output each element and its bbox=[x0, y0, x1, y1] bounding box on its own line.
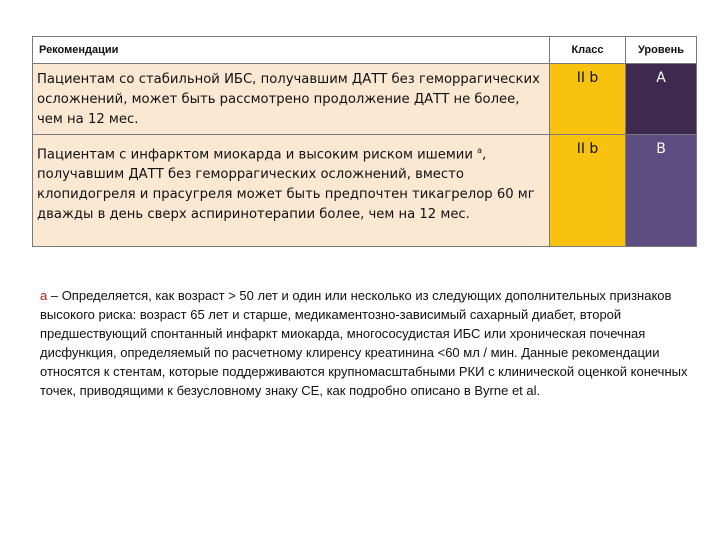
header-level: Уровень bbox=[626, 37, 697, 64]
level-value: A bbox=[626, 64, 697, 135]
class-value: II b bbox=[550, 64, 626, 135]
footnote-marker: a bbox=[40, 288, 48, 303]
recommendation-text-part: Пациентам с инфарктом миокарда и высоким риском ишемии bbox=[37, 147, 473, 163]
recommendations-table bbox=[32, 36, 697, 247]
footnote-text: – Определяется, как возраст > 50 лет и один или несколько из следующих дополнительных признаков высокого риска: возраст 65 лет и старше, медикаментозно-зависимый сахарный диабет, второй предшествующий спонтанный инфаркт миокарда, многососудистая ИБС или хроническая почечная дисфункция, определяемый по расчетному клиренсу креатинина <60 мл / мин. Данные рекомендации относятся к стентам, которые поддерживаются крупномасштабными РКИ с клинической оценкой конечных точек, приводящими к безусловному знаку СЕ, как подробно описано в Byrne et al. bbox=[40, 288, 688, 398]
recommendation-text-part: , получавшим ДАТТ без геморрагических осложнений, вместо клопидогреля и прасугреля может быть предпочтен тикагрелор 60 мг дважды в день сверх аспиринотерапии более, чем на 12 мес. bbox=[37, 147, 535, 223]
header-class: Класс bbox=[550, 37, 626, 64]
recommendation-text: Пациентам со стабильной ИБС, получавшим ДАТТ без геморрагических осложнений, может быть рассмотрено продолжение ДАТТ не более, чем на 12 мес. bbox=[33, 64, 550, 135]
footnote-ref: a bbox=[477, 146, 483, 155]
table-header-row bbox=[33, 37, 697, 64]
table-row bbox=[33, 64, 697, 135]
class-value: II b bbox=[550, 135, 626, 247]
level-value: B bbox=[626, 135, 697, 247]
header-recommendations: Рекомендации bbox=[33, 37, 550, 64]
table-row bbox=[33, 135, 697, 247]
footnote bbox=[40, 286, 690, 400]
recommendation-text bbox=[33, 135, 550, 247]
